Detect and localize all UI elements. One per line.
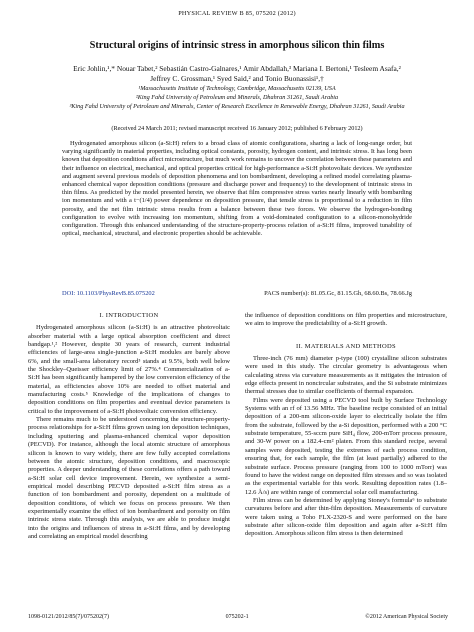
doi-link[interactable]: DOI: 10.1103/PhysRevB.85.075202 <box>62 290 155 297</box>
intro-paragraph-2: There remains much to be understood concerning the structure-property-process relationships for a-Si:H films grown using ion deposition techniques, including sputtering and plasma-enhanced chemical vapor deposition (PECVD). For instance, although the local atomic structure of amorphous silicon is known to vary widely, there are few fully accepted correlations between the atomic structure, deposition conditions, and macroscopic properties. A deeper understanding of these correlations offers a path toward a-Si:H solar cell device improvement. Herein, we synthesize a semi-empirical model describing PECVD deposited a-Si:H film stress as a function of ion bombardment and porosity, dependent on a multitude of deposition conditions, of which we focus on process pressure. We then experimentally examine the effect of ion bombardment and porosity on film intrinsic stress state. Through this analysis, we are able to produce insight into the origins and influences of stress in a-Si:H films, and by developing and correlating an empirical model describing <box>28 416 230 540</box>
doi-pacs-row <box>62 290 412 297</box>
pacs-numbers: PACS number(s): 81.05.Gc, 81.15.Gh, 68.60.Bs, 78.66.Jg <box>264 290 412 297</box>
footer-page-number: 075202-1 <box>225 614 249 620</box>
left-column <box>28 312 230 541</box>
footer-issn: 1098-0121/2012/85(7)/075202(7) <box>28 614 109 620</box>
intro-paragraph-1: Hydrogenated amorphous silicon (a-Si:H) is an attractive photovoltaic absorber material with a large optical absorption coefficient and direct bandgap.¹,² However, despite 30 years of research, current industrial efficiencies of large-area single-junction a-Si:H modules are barely above 6%, and the small-area laboratory record³ stands at 9.5%, both well below the Shockley–Queisser efficiency limit of 27%.⁴ Commercialization of a-Si:H has been significantly hampered by the low conversion efficiency of the material, as efficiencies above 10% are needed to offset material and manufacturing costs.⁵ Knowledge of the implications of changes to deposition conditions on film properties and eventual device parameters is critical to the improvement of a-Si:H photovoltaic conversion efficiency. <box>28 324 230 415</box>
intro-continuation: the influence of deposition conditions on film properties and microstructure, we aim to improve the predictability of a-Si:H growth. <box>245 312 447 328</box>
received-dates: (Received 24 March 2011; revised manuscript received 16 January 2012; published 6 February 2012) <box>111 125 363 132</box>
right-column <box>245 312 447 539</box>
author-line-1: Eric Johlin,¹,* Nouar Tabet,² Sebastián Castro-Galnares,¹ Amir Abdallah,³ Mariana I. Bertoni,¹ Tesleem Asafa,² <box>73 64 401 73</box>
section-spacer <box>245 329 447 343</box>
author-line-2: Jeffrey C. Grossman,¹ Syed Said,² and Tonio Buonassisi¹,† <box>150 73 324 83</box>
affiliation-2: ²King Fahd University of Petroleum and Minerals, Dhahran 31261, Saudi Arabia <box>135 94 339 101</box>
methods-paragraph-2: Films were deposited using a PECVD tool built by Surface Technology Systems with an rf of 13.56 MHz. The baseline recipe consisted of an initial deposition of a 200-nm silicon-oxide layer to electrically isolate the film from the substrate, followed by the a-Si deposition, performed with a 200 °C substrate temperature, 55-sccm pure SiH₄ flow, 200-mTorr process pressure, and 30-W power on a 182.4-cm² platen. From this standard recipe, several samples were deposited, testing the extremes of each process condition, ensuring that, for each sample, the film (at least partially) adhered to the substrate surface. Process pressure (ranging from 100 to 1000 mTorr) was found to have the widest range on deposited film stresses and so was isolated as the experimental variable for this work. Resulting deposition rates (1.8–12.6 Å/s) are within range of commercial solar cell manufacturing. <box>245 396 447 496</box>
affiliation-3: ³King Fahd University of Petroleum and Minerals, Center of Research Excellence in Renewable Energy, Dhahran 31261, Saudi Arabia <box>69 103 405 110</box>
section-heading-introduction: I. INTRODUCTION <box>99 312 159 319</box>
methods-paragraph-3: Film stress can be determined by applying Stoney's formula⁶ to substrate curvatures before and after thin-film deposition. Measurements of curvature were taken using a Toho FLX-2320-S and were performed on the bare substrate after silicon-oxide film deposition and again after a-Si:H film deposition. Amorphous silicon film stress is then determined <box>245 496 447 538</box>
author-list <box>40 64 434 83</box>
journal-header: PHYSICAL REVIEW B 85, 075202 (2012) <box>178 10 296 17</box>
methods-paragraph-1: Three-inch (76 mm) diameter p-type (100) crystalline silicon substrates were used in this study. The circular geometry is advantageous when calculating stress via curvature measurements as it mitigates the intrusion of edge effects present in noncircular substrates, and the Si substrate minimizes thermal stresses due to similar coefficients of thermal expansion. <box>245 355 447 396</box>
footer-copyright: ©2012 American Physical Society <box>365 614 448 620</box>
affiliation-1: ¹Massachusetts Institute of Technology, Cambridge, Massachusetts 02139, USA <box>138 85 336 92</box>
page-footer <box>28 614 448 620</box>
paper-title: Structural origins of intrinsic stress in amorphous silicon thin films <box>89 40 385 51</box>
section-heading-methods: II. MATERIALS AND METHODS <box>296 342 396 350</box>
abstract: Hydrogenated amorphous silicon (a-Si:H) refers to a broad class of atomic configurations, sharing a lack of long-range order, but varying significantly in material properties, including optical constants, porosity, hydrogen content, and intrinsic stress. It has long been known that deposition conditions affect microstructure, but much work remains to uncover the correlation between these parameters and their influence on electrical, mechanical, and optical properties critical for high-performance a-Si:H photovoltaic devices. We synthesize and augment several previous models of deposition phenomena and ion bombardment, developing a refined model correlating plasma-enhanced chemical vapor deposition conditions (pressure and discharge power and frequency) to the development of intrinsic stress in thin films. As predicted by the model presented herein, we observe that film compressive stress varies nearly linearly with bombarding ion momentum and with a t−(1/4) power dependence on deposition pressure, that tensile stress is proportional to a reduction in film porosity, and the net film intrinsic stress results from a balance between these two forces. We observe the hydrogen-bonding configuration to evolve with increasing ion momentum, shifting from a void-dominated configuration to a silicon-monohydride configuration. Through this enhanced understanding of the structure-property-process relation of a-Si:H films, improved tunability of optical, mechanical, structural, and electronic properties should be achievable. <box>62 140 412 238</box>
